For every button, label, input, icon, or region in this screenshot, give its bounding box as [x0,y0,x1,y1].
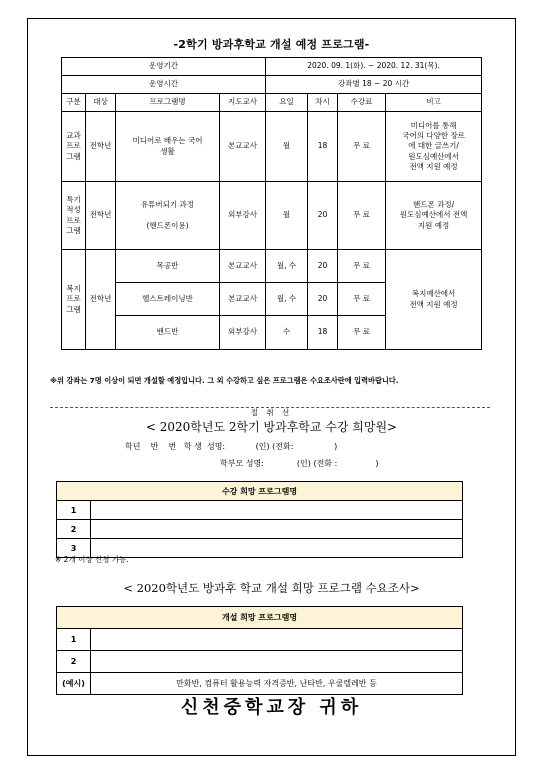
column-header: 요일 [266,94,308,112]
column-header: 차시 [308,94,338,112]
row-number: 2 [57,520,91,539]
survey-table [56,606,463,695]
program-title: -2학기 방과후학교 개설 예정 프로그램- [173,38,370,51]
student-signature-line: 학년 반 번 학 생 성명: (인) (전화: ) [125,442,338,451]
wish-input-cell[interactable] [91,520,463,539]
notice-text: ※위 강좌는 7명 이상이 되면 개설할 예정입니다. 그 외 수강하고 싶은 프로그램은 수요조사란에 입력바랍니다. [50,376,399,385]
column-header: 지도교사 [220,94,266,112]
teacher-cell: 외부강사 [220,316,266,350]
fee-cell: 무 료 [338,112,386,182]
parent-signature-line: 학부모 성명: (인) (전화 : ) [220,459,379,468]
period-value: 2020. 09. 1(화). ~ 2020. 12. 31(목). [266,58,482,76]
survey-row [57,651,463,673]
teacher-cell: 외부강사 [220,182,266,250]
day-cell: 월, 수 [266,283,308,316]
fee-cell: 무 료 [338,283,386,316]
column-header: 프로그램명 [116,94,220,112]
program-name-cell: 미디어로 배우는 국어 생활 [116,112,220,182]
wish-note: ※ 2개 이상 신청 가능. [55,555,129,564]
sessions-cell: 20 [308,283,338,316]
row-number: 1 [57,629,91,651]
survey-table-header: 개설 희망 프로그램명 [57,607,463,629]
target-cell: 전학년 [86,182,116,250]
program-name-cell: 밴드반 [116,316,220,350]
day-cell: 수 [266,316,308,350]
day-cell: 월 [266,182,308,250]
program-row [62,182,482,250]
wish-title: < 2020학년도 2학기 방과후학교 수강 희망원> [145,420,398,434]
target-cell: 전학년 [86,250,116,350]
program-name-cell: 목공반 [116,250,220,283]
time-value: 강좌별 18 ~ 20 시간 [266,76,482,94]
survey-example-cell: 만화반, 컴퓨터 활용능력 자격증반, 난타반, 우쿨렐레반 등 [91,673,463,695]
program-name-cell: 유튜버되기 과정 (핸드폰이용) [116,182,220,250]
program-row [62,250,482,283]
day-cell: 월 [266,112,308,182]
sessions-cell: 20 [308,250,338,283]
category-cell: 특기 적성 프로 그램 [62,182,86,250]
survey-row [57,673,463,695]
footer-addressee: 신천중학교장 귀하 [180,697,363,718]
wish-program-table [56,481,463,558]
survey-input-cell[interactable] [91,629,463,651]
program-row [62,112,482,182]
wish-input-cell[interactable] [91,539,463,558]
column-header: 비고 [386,94,482,112]
category-cell: 교과 프로 그램 [62,112,86,182]
program-schedule-table [61,57,482,350]
column-header: 수강료 [338,94,386,112]
column-header: 구분 [62,94,86,112]
teacher-cell: 본교교사 [220,112,266,182]
remark-cell: 핸드폰 과정/ 원도심예산에서 전액 지원 예정 [386,182,482,250]
survey-title: < 2020학년도 방과후 학교 개설 희망 프로그램 수요조사> [123,581,420,595]
fee-cell: 무 료 [338,250,386,283]
teacher-cell: 본교교사 [220,283,266,316]
sessions-cell: 18 [308,316,338,350]
fee-cell: 무 료 [338,316,386,350]
remark-cell: 미디어를 통해 국어의 다양한 장르 에 대한 글쓰기/ 원도심예산에서 전액 지원 예정 [386,112,482,182]
wish-input-cell[interactable] [91,501,463,520]
category-cell: 복지 프로 그램 [62,250,86,350]
row-number: 2 [57,651,91,673]
remark-cell: 복지예산에서 전액 지원 예정 [386,250,482,350]
time-label: 운영시간 [62,76,266,94]
row-number: (예시) [57,673,91,695]
cut-label: 절 취 선 [245,408,299,417]
column-header: 대상 [86,94,116,112]
sessions-cell: 18 [308,112,338,182]
sessions-cell: 20 [308,182,338,250]
program-name-cell: 헬스트레이닝반 [116,283,220,316]
period-label: 운영기간 [62,58,266,76]
teacher-cell: 본교교사 [220,250,266,283]
wish-table-header: 수강 희망 프로그램명 [57,482,463,501]
day-cell: 월, 수 [266,250,308,283]
survey-row [57,629,463,651]
row-number: 1 [57,501,91,520]
survey-input-cell[interactable] [91,651,463,673]
target-cell: 전학년 [86,112,116,182]
wish-row [57,520,463,539]
fee-cell: 무 료 [338,182,386,250]
wish-row [57,501,463,520]
row-number: 3 [57,539,91,558]
